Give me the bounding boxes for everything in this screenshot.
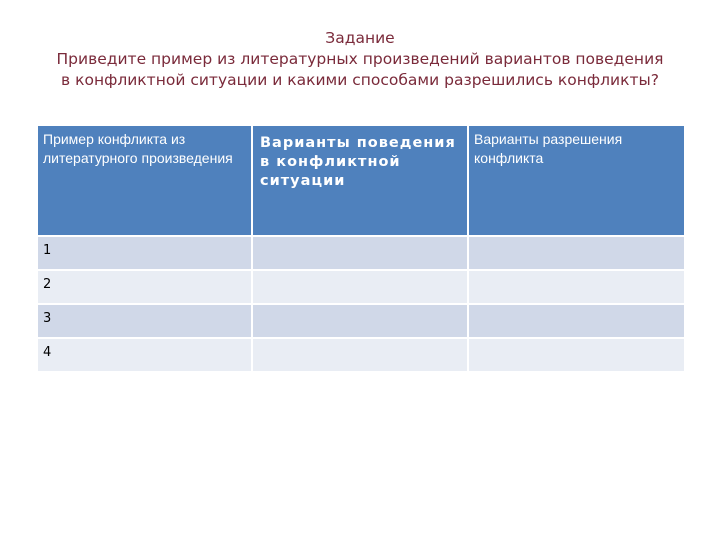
table-cell[interactable] — [252, 338, 468, 372]
table-row — [37, 338, 685, 372]
task-heading — [0, 28, 720, 91]
table-cell[interactable] — [252, 236, 468, 270]
table-cell[interactable] — [468, 304, 685, 338]
table-row — [37, 304, 685, 338]
task-title: Задание — [325, 29, 395, 47]
table-cell[interactable] — [468, 338, 685, 372]
header-label-behavior: Варианты поведения в конфликтной ситуации — [260, 135, 456, 189]
header-cell-behavior — [252, 125, 468, 236]
table-cell[interactable]: 2 — [37, 270, 252, 304]
header-label-resolution: Варианты разрешения конфликта — [474, 131, 623, 166]
task-table — [36, 124, 686, 373]
table-cell[interactable] — [468, 270, 685, 304]
table-cell[interactable]: 3 — [37, 304, 252, 338]
header-cell-resolution — [468, 125, 685, 236]
table-header-row — [37, 125, 685, 236]
task-question-line-2: в конфликтной ситуации и какими способами разрешились конфликты? — [61, 71, 659, 89]
table-row — [37, 270, 685, 304]
table-cell[interactable] — [252, 270, 468, 304]
table-cell[interactable]: 1 — [37, 236, 252, 270]
header-label-example: Пример конфликта из литературного произведения — [43, 131, 233, 166]
table-cell[interactable]: 4 — [37, 338, 252, 372]
header-cell-example — [37, 125, 252, 236]
task-question-line-1: Приведите пример из литературных произведений вариантов поведения — [56, 50, 664, 68]
table-cell[interactable] — [468, 236, 685, 270]
table-cell[interactable] — [252, 304, 468, 338]
table-row — [37, 236, 685, 270]
